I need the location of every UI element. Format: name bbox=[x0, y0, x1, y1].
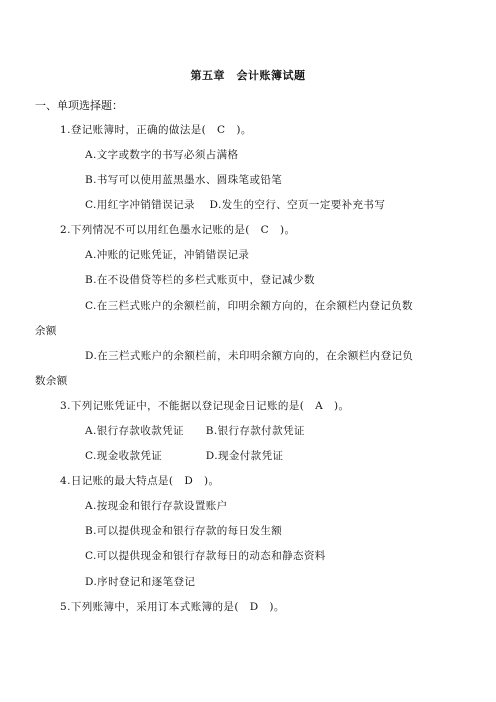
option-1b: B.书写可以使用蓝黑墨水、圆珠笔或铅笔 bbox=[85, 174, 283, 186]
option-3cd: C.现金收款凭证 D.现金付款凭证 bbox=[85, 450, 284, 462]
option-2a: A.冲账的记账凭证，冲销错误记录 bbox=[85, 249, 250, 261]
question-4: 4.日记账的最大特点是( D )。 bbox=[60, 475, 220, 487]
option-2b: B.在不设借贷等栏的多栏式账页中，登记减少数 bbox=[85, 274, 315, 286]
option-2d: D.在三栏式账户的余额栏前，未印明余额方向的，在余额栏内登记负 bbox=[85, 350, 414, 362]
option-4c: C.可以提供现金和银行存款每日的动态和静态资料 bbox=[85, 550, 326, 562]
option-3ab: A.银行存款收款凭证 B.银行存款付款凭证 bbox=[85, 425, 305, 437]
option-2c: C.在三栏式账户的余额栏前，印明余额方向的，在余额栏内登记负数 bbox=[85, 300, 413, 312]
question-5: 5.下列账簿中，采用订本式账簿的是( D )。 bbox=[60, 601, 285, 613]
option-4b: B.可以提供现金和银行存款的每日发生额 bbox=[85, 525, 283, 537]
option-1cd: C.用红字冲销错误记录 D.发生的空行、空页一定要补充书写 bbox=[85, 199, 386, 211]
option-2c-continued: 余额 bbox=[35, 325, 57, 337]
option-4a: A.按现金和银行存款设置账户 bbox=[85, 500, 228, 512]
option-2d-continued: 数余额 bbox=[35, 375, 68, 387]
page-title: 第五章 会计账簿试题 bbox=[190, 69, 306, 82]
question-3: 3.下列记账凭证中，不能据以登记现金日记账的是( A )。 bbox=[60, 400, 350, 412]
section-heading: 一、单项选择题： bbox=[35, 99, 123, 112]
question-1: 1.登记账簿时，正确的做法是( C )。 bbox=[60, 124, 252, 136]
question-2: 2.下列情况不可以用红色墨水记账的是( C )。 bbox=[60, 224, 296, 236]
option-1a: A.文字或数字的书写必须占满格 bbox=[85, 149, 239, 161]
option-4d: D.序时登记和逐笔登记 bbox=[85, 576, 196, 588]
